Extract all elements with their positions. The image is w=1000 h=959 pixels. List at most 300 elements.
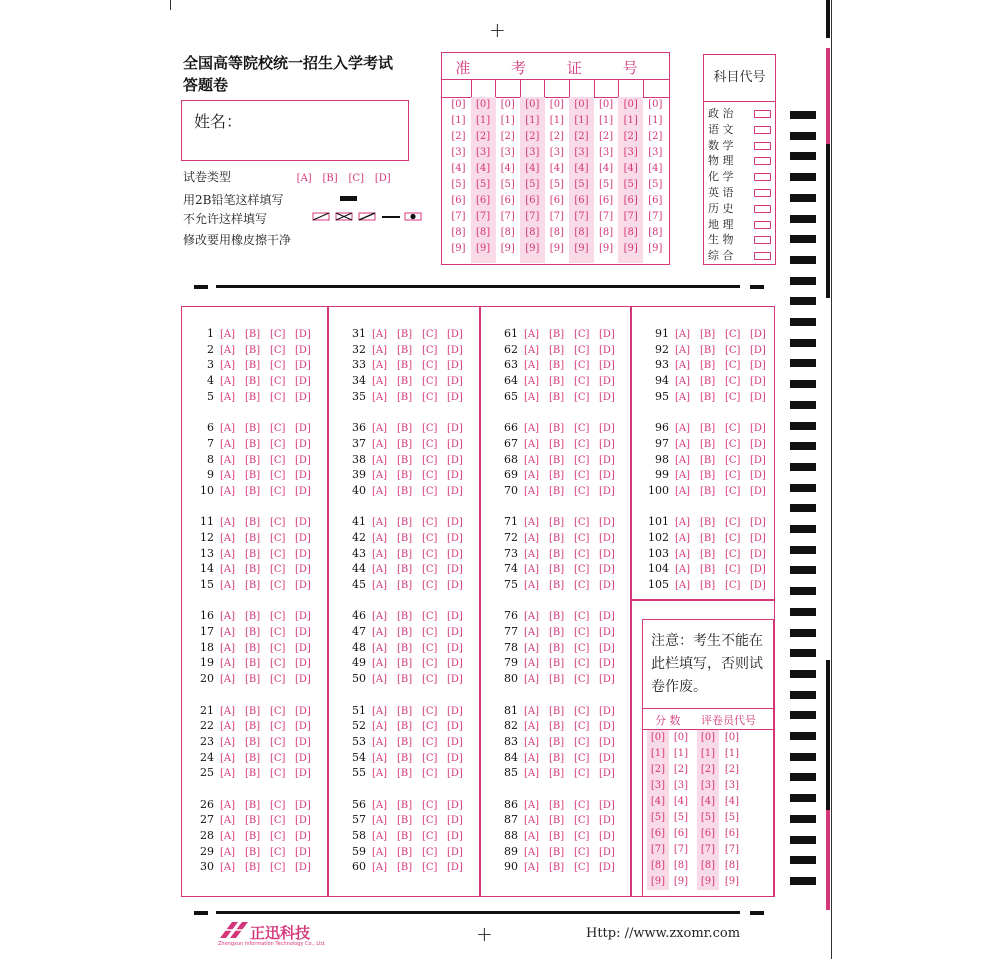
answer-bubble-a[interactable]: [A] (675, 438, 691, 450)
answer-bubble-d[interactable]: [D] (295, 423, 311, 435)
exam-id-bubble[interactable]: [6] (476, 195, 491, 206)
answer-bubble-c[interactable]: [C] (725, 548, 741, 560)
answer-bubble-b[interactable]: [B] (549, 831, 565, 842)
answer-bubble-a[interactable]: [A] (524, 721, 540, 733)
answer-bubble-d[interactable]: [D] (599, 580, 615, 591)
answer-bubble-b[interactable]: [B] (397, 438, 413, 450)
answer-bubble-c[interactable]: [C] (574, 454, 590, 466)
score-bubble[interactable]: [7] (700, 844, 716, 855)
answer-bubble-b[interactable]: [B] (549, 391, 565, 403)
answer-bubble-d[interactable]: [D] (295, 627, 311, 639)
answer-bubble-a[interactable]: [A] (372, 799, 388, 811)
subject-bubble[interactable] (754, 236, 771, 244)
answer-bubble-a[interactable]: [A] (220, 329, 236, 340)
answer-bubble-a[interactable]: [A] (372, 438, 388, 450)
answer-bubble-d[interactable]: [D] (295, 360, 311, 372)
answer-bubble-d[interactable]: [D] (599, 517, 615, 529)
answer-bubble-c[interactable]: [C] (574, 485, 590, 497)
exam-id-bubble[interactable]: [5] (525, 179, 540, 190)
subject-bubble[interactable] (754, 189, 771, 197)
exam-id-bubble[interactable]: [4] (648, 163, 663, 174)
score-bubble[interactable]: [5] (650, 812, 666, 823)
answer-bubble-d[interactable]: [D] (750, 564, 766, 576)
answer-bubble-b[interactable]: [B] (245, 485, 261, 497)
score-bubble[interactable]: [8] (673, 860, 689, 871)
answer-bubble-c[interactable]: [C] (574, 815, 590, 827)
answer-bubble-a[interactable]: [A] (524, 831, 540, 842)
paper-type-option-c[interactable]: [C] (348, 173, 364, 184)
answer-bubble-a[interactable]: [A] (220, 485, 236, 497)
score-bubble[interactable]: [3] (700, 780, 716, 791)
answer-bubble-c[interactable]: [C] (270, 846, 286, 858)
answer-bubble-c[interactable]: [C] (270, 611, 286, 623)
answer-bubble-b[interactable]: [B] (397, 470, 413, 482)
answer-bubble-a[interactable]: [A] (220, 736, 236, 748)
answer-bubble-c[interactable]: [C] (574, 846, 590, 858)
score-bubble[interactable]: [4] (673, 796, 689, 807)
answer-bubble-b[interactable]: [B] (397, 752, 413, 764)
answer-bubble-b[interactable]: [B] (700, 344, 716, 356)
answer-bubble-a[interactable]: [A] (524, 580, 540, 591)
answer-bubble-a[interactable]: [A] (372, 329, 388, 340)
answer-bubble-b[interactable]: [B] (700, 423, 716, 435)
score-bubble[interactable]: [0] (700, 732, 716, 743)
answer-bubble-c[interactable]: [C] (422, 360, 438, 372)
answer-bubble-b[interactable]: [B] (245, 674, 261, 686)
answer-bubble-c[interactable]: [C] (574, 721, 590, 733)
answer-bubble-d[interactable]: [D] (295, 454, 311, 466)
answer-bubble-c[interactable]: [C] (422, 815, 438, 827)
answer-bubble-c[interactable]: [C] (422, 799, 438, 811)
answer-bubble-d[interactable]: [D] (295, 344, 311, 356)
answer-bubble-b[interactable]: [B] (549, 517, 565, 529)
answer-bubble-b[interactable]: [B] (700, 564, 716, 576)
exam-id-bubble[interactable]: [4] (574, 163, 589, 174)
exam-id-bubble[interactable]: [3] (500, 147, 515, 158)
answer-bubble-b[interactable]: [B] (700, 438, 716, 450)
answer-bubble-a[interactable]: [A] (524, 799, 540, 811)
answer-bubble-c[interactable]: [C] (725, 517, 741, 529)
exam-id-bubble[interactable]: [4] (525, 163, 540, 174)
answer-bubble-d[interactable]: [D] (599, 815, 615, 827)
answer-bubble-b[interactable]: [B] (245, 611, 261, 623)
answer-bubble-b[interactable]: [B] (549, 329, 565, 340)
answer-bubble-b[interactable]: [B] (549, 658, 565, 670)
score-bubble[interactable]: [1] (650, 748, 666, 759)
score-bubble[interactable]: [2] (700, 764, 716, 775)
score-bubble[interactable]: [4] (724, 796, 740, 807)
answer-bubble-a[interactable]: [A] (524, 752, 540, 764)
answer-bubble-b[interactable]: [B] (397, 423, 413, 435)
exam-id-bubble[interactable]: [6] (648, 195, 663, 206)
score-bubble[interactable]: [1] (700, 748, 716, 759)
exam-id-bubble[interactable]: [1] (451, 115, 466, 126)
answer-bubble-d[interactable]: [D] (295, 862, 311, 874)
answer-bubble-a[interactable]: [A] (524, 815, 540, 827)
answer-bubble-c[interactable]: [C] (422, 470, 438, 482)
score-bubble[interactable]: [2] (724, 764, 740, 775)
answer-bubble-d[interactable]: [D] (599, 423, 615, 435)
exam-id-bubble[interactable]: [8] (574, 227, 589, 238)
answer-bubble-d[interactable]: [D] (599, 831, 615, 842)
exam-id-bubble[interactable]: [1] (476, 115, 491, 126)
answer-bubble-c[interactable]: [C] (270, 564, 286, 576)
answer-bubble-d[interactable]: [D] (295, 736, 311, 748)
answer-bubble-d[interactable]: [D] (599, 485, 615, 497)
exam-id-bubble[interactable]: [6] (549, 195, 564, 206)
answer-bubble-b[interactable]: [B] (245, 815, 261, 827)
score-bubble[interactable]: [0] (673, 732, 689, 743)
subject-row[interactable] (708, 153, 734, 168)
exam-id-bubble[interactable]: [4] (549, 163, 564, 174)
answer-bubble-d[interactable]: [D] (295, 564, 311, 576)
answer-bubble-d[interactable]: [D] (447, 799, 463, 811)
answer-bubble-a[interactable]: [A] (372, 736, 388, 748)
exam-id-write-row[interactable] (442, 80, 669, 98)
answer-bubble-c[interactable]: [C] (574, 580, 590, 591)
answer-bubble-c[interactable]: [C] (725, 423, 741, 435)
answer-bubble-a[interactable]: [A] (220, 438, 236, 450)
answer-bubble-a[interactable]: [A] (220, 470, 236, 482)
answer-bubble-c[interactable]: [C] (725, 532, 741, 544)
answer-bubble-a[interactable]: [A] (220, 815, 236, 827)
answer-bubble-d[interactable]: [D] (599, 736, 615, 748)
answer-bubble-c[interactable]: [C] (422, 532, 438, 544)
answer-bubble-a[interactable]: [A] (220, 831, 236, 842)
exam-id-bubble[interactable]: [0] (549, 99, 564, 110)
answer-bubble-b[interactable]: [B] (245, 360, 261, 372)
answer-bubble-a[interactable]: [A] (220, 674, 236, 686)
answer-bubble-b[interactable]: [B] (700, 391, 716, 403)
answer-bubble-d[interactable]: [D] (295, 548, 311, 560)
answer-bubble-d[interactable]: [D] (295, 470, 311, 482)
exam-id-bubble[interactable]: [8] (599, 227, 614, 238)
answer-bubble-d[interactable]: [D] (447, 768, 463, 780)
answer-bubble-a[interactable]: [A] (372, 454, 388, 466)
answer-bubble-b[interactable]: [B] (397, 705, 413, 717)
answer-bubble-b[interactable]: [B] (245, 642, 261, 654)
exam-id-bubble[interactable]: [2] (648, 131, 663, 142)
answer-bubble-d[interactable]: [D] (599, 360, 615, 372)
answer-bubble-d[interactable]: [D] (295, 611, 311, 623)
answer-bubble-b[interactable]: [B] (245, 376, 261, 388)
answer-bubble-b[interactable]: [B] (245, 564, 261, 576)
exam-id-bubble[interactable]: [4] (623, 163, 638, 174)
answer-bubble-d[interactable]: [D] (295, 438, 311, 450)
answer-bubble-b[interactable]: [B] (397, 642, 413, 654)
answer-bubble-b[interactable]: [B] (245, 548, 261, 560)
answer-bubble-c[interactable]: [C] (270, 344, 286, 356)
exam-id-bubble[interactable]: [2] (525, 131, 540, 142)
answer-bubble-c[interactable]: [C] (725, 438, 741, 450)
answer-bubble-c[interactable]: [C] (574, 705, 590, 717)
answer-bubble-a[interactable]: [A] (524, 846, 540, 858)
answer-bubble-d[interactable]: [D] (599, 705, 615, 717)
answer-bubble-d[interactable]: [D] (447, 438, 463, 450)
exam-id-bubble[interactable]: [6] (500, 195, 515, 206)
answer-bubble-c[interactable]: [C] (574, 752, 590, 764)
score-bubble[interactable]: [6] (673, 828, 689, 839)
answer-bubble-a[interactable]: [A] (524, 423, 540, 435)
answer-bubble-d[interactable]: [D] (750, 391, 766, 403)
answer-bubble-d[interactable]: [D] (447, 470, 463, 482)
score-bubble[interactable]: [2] (650, 764, 666, 775)
exam-id-bubble[interactable]: [7] (549, 211, 564, 222)
subject-row[interactable] (708, 169, 734, 184)
answer-bubble-a[interactable]: [A] (372, 752, 388, 764)
answer-bubble-b[interactable]: [B] (397, 611, 413, 623)
answer-bubble-a[interactable]: [A] (524, 611, 540, 623)
answer-bubble-b[interactable]: [B] (397, 376, 413, 388)
answer-bubble-b[interactable]: [B] (549, 815, 565, 827)
answer-bubble-d[interactable]: [D] (447, 658, 463, 670)
score-bubble[interactable]: [8] (724, 860, 740, 871)
answer-bubble-d[interactable]: [D] (447, 642, 463, 654)
answer-bubble-d[interactable]: [D] (447, 721, 463, 733)
answer-bubble-a[interactable]: [A] (220, 627, 236, 639)
exam-id-bubble[interactable]: [8] (648, 227, 663, 238)
answer-bubble-c[interactable]: [C] (422, 344, 438, 356)
score-bubble[interactable]: [5] (673, 812, 689, 823)
answer-bubble-b[interactable]: [B] (700, 454, 716, 466)
exam-id-bubble[interactable]: [6] (599, 195, 614, 206)
answer-bubble-c[interactable]: [C] (574, 627, 590, 639)
answer-bubble-d[interactable]: [D] (295, 376, 311, 388)
exam-id-bubble[interactable]: [3] (623, 147, 638, 158)
answer-bubble-c[interactable]: [C] (574, 376, 590, 388)
subject-bubble[interactable] (754, 205, 771, 213)
answer-bubble-a[interactable]: [A] (220, 752, 236, 764)
score-bubble[interactable]: [9] (673, 876, 689, 887)
subject-row[interactable] (708, 217, 734, 232)
answer-bubble-d[interactable]: [D] (599, 564, 615, 576)
answer-bubble-a[interactable]: [A] (675, 344, 691, 356)
answer-bubble-b[interactable]: [B] (245, 799, 261, 811)
answer-bubble-b[interactable]: [B] (245, 344, 261, 356)
answer-bubble-b[interactable]: [B] (549, 344, 565, 356)
answer-bubble-d[interactable]: [D] (447, 532, 463, 544)
answer-bubble-a[interactable]: [A] (372, 580, 388, 591)
exam-id-bubble[interactable]: [5] (574, 179, 589, 190)
answer-bubble-d[interactable]: [D] (750, 580, 766, 591)
answer-bubble-b[interactable]: [B] (397, 831, 413, 842)
answer-bubble-c[interactable]: [C] (574, 831, 590, 842)
exam-id-bubble[interactable]: [1] (574, 115, 589, 126)
answer-bubble-a[interactable]: [A] (372, 485, 388, 497)
answer-bubble-d[interactable]: [D] (295, 517, 311, 529)
answer-bubble-c[interactable]: [C] (270, 627, 286, 639)
answer-bubble-a[interactable]: [A] (372, 611, 388, 623)
score-bubble[interactable]: [5] (700, 812, 716, 823)
answer-bubble-a[interactable]: [A] (524, 705, 540, 717)
answer-bubble-c[interactable]: [C] (270, 721, 286, 733)
answer-bubble-a[interactable]: [A] (675, 454, 691, 466)
answer-bubble-d[interactable]: [D] (750, 532, 766, 544)
answer-bubble-c[interactable]: [C] (422, 564, 438, 576)
answer-bubble-c[interactable]: [C] (270, 752, 286, 764)
answer-bubble-c[interactable]: [C] (574, 642, 590, 654)
answer-bubble-b[interactable]: [B] (549, 485, 565, 497)
exam-id-bubble[interactable]: [1] (525, 115, 540, 126)
answer-bubble-c[interactable]: [C] (574, 329, 590, 340)
answer-bubble-d[interactable]: [D] (447, 736, 463, 748)
answer-bubble-b[interactable]: [B] (397, 627, 413, 639)
answer-bubble-b[interactable]: [B] (549, 752, 565, 764)
exam-id-bubble[interactable]: [2] (451, 131, 466, 142)
answer-bubble-c[interactable]: [C] (574, 611, 590, 623)
exam-id-bubble[interactable]: [0] (599, 99, 614, 110)
answer-bubble-b[interactable]: [B] (245, 580, 261, 591)
score-bubble[interactable]: [9] (724, 876, 740, 887)
answer-bubble-b[interactable]: [B] (397, 391, 413, 403)
answer-bubble-b[interactable]: [B] (549, 768, 565, 780)
answer-bubble-c[interactable]: [C] (574, 470, 590, 482)
answer-bubble-b[interactable]: [B] (397, 674, 413, 686)
answer-bubble-c[interactable]: [C] (422, 846, 438, 858)
subject-row[interactable] (708, 106, 734, 121)
answer-bubble-b[interactable]: [B] (397, 580, 413, 591)
exam-id-bubble[interactable]: [5] (476, 179, 491, 190)
answer-bubble-b[interactable]: [B] (245, 454, 261, 466)
answer-bubble-a[interactable]: [A] (372, 768, 388, 780)
answer-bubble-b[interactable]: [B] (397, 862, 413, 874)
answer-bubble-a[interactable]: [A] (675, 470, 691, 482)
answer-bubble-c[interactable]: [C] (574, 344, 590, 356)
answer-bubble-c[interactable]: [C] (422, 454, 438, 466)
score-bubble[interactable]: [6] (700, 828, 716, 839)
answer-bubble-d[interactable]: [D] (295, 799, 311, 811)
answer-bubble-c[interactable]: [C] (725, 470, 741, 482)
answer-bubble-c[interactable]: [C] (725, 360, 741, 372)
answer-bubble-d[interactable]: [D] (599, 376, 615, 388)
exam-id-bubble[interactable]: [4] (476, 163, 491, 174)
exam-id-bubble[interactable]: [7] (599, 211, 614, 222)
answer-bubble-d[interactable]: [D] (750, 329, 766, 340)
exam-id-bubble[interactable]: [3] (574, 147, 589, 158)
exam-id-bubble[interactable]: [9] (451, 243, 466, 254)
answer-bubble-a[interactable]: [A] (220, 642, 236, 654)
answer-bubble-d[interactable]: [D] (599, 329, 615, 340)
answer-bubble-d[interactable]: [D] (447, 454, 463, 466)
answer-bubble-a[interactable]: [A] (675, 329, 691, 340)
exam-id-bubble[interactable]: [3] (549, 147, 564, 158)
answer-bubble-c[interactable]: [C] (422, 376, 438, 388)
answer-bubble-b[interactable]: [B] (549, 360, 565, 372)
answer-bubble-a[interactable]: [A] (372, 360, 388, 372)
answer-bubble-c[interactable]: [C] (422, 642, 438, 654)
answer-bubble-c[interactable]: [C] (270, 470, 286, 482)
subject-bubble[interactable] (754, 126, 771, 134)
answer-bubble-a[interactable]: [A] (220, 658, 236, 670)
answer-bubble-d[interactable]: [D] (599, 454, 615, 466)
score-bubble[interactable]: [5] (724, 812, 740, 823)
answer-bubble-b[interactable]: [B] (549, 674, 565, 686)
answer-bubble-b[interactable]: [B] (397, 360, 413, 372)
answer-bubble-d[interactable]: [D] (447, 580, 463, 591)
answer-bubble-a[interactable]: [A] (675, 376, 691, 388)
answer-bubble-d[interactable]: [D] (599, 642, 615, 654)
answer-bubble-d[interactable]: [D] (750, 454, 766, 466)
exam-id-bubble[interactable]: [0] (500, 99, 515, 110)
exam-id-bubble[interactable]: [2] (500, 131, 515, 142)
answer-bubble-b[interactable]: [B] (397, 532, 413, 544)
answer-bubble-a[interactable]: [A] (524, 674, 540, 686)
answer-bubble-a[interactable]: [A] (524, 627, 540, 639)
answer-bubble-a[interactable]: [A] (675, 548, 691, 560)
answer-bubble-a[interactable]: [A] (372, 470, 388, 482)
exam-id-bubble[interactable]: [7] (648, 211, 663, 222)
answer-bubble-d[interactable]: [D] (750, 360, 766, 372)
answer-bubble-c[interactable]: [C] (270, 815, 286, 827)
answer-bubble-c[interactable]: [C] (270, 548, 286, 560)
answer-bubble-b[interactable]: [B] (397, 815, 413, 827)
exam-id-bubble[interactable]: [3] (525, 147, 540, 158)
answer-bubble-a[interactable]: [A] (220, 799, 236, 811)
score-bubble[interactable]: [8] (700, 860, 716, 871)
answer-bubble-d[interactable]: [D] (599, 548, 615, 560)
answer-bubble-c[interactable]: [C] (270, 532, 286, 544)
exam-id-bubble[interactable]: [0] (451, 99, 466, 110)
answer-bubble-a[interactable]: [A] (372, 548, 388, 560)
subject-bubble[interactable] (754, 157, 771, 165)
answer-bubble-b[interactable]: [B] (245, 391, 261, 403)
answer-bubble-a[interactable]: [A] (372, 532, 388, 544)
answer-bubble-b[interactable]: [B] (245, 831, 261, 842)
answer-bubble-c[interactable]: [C] (422, 329, 438, 340)
answer-bubble-d[interactable]: [D] (447, 376, 463, 388)
answer-bubble-c[interactable]: [C] (270, 438, 286, 450)
answer-bubble-a[interactable]: [A] (372, 846, 388, 858)
exam-id-bubble[interactable]: [0] (525, 99, 540, 110)
answer-bubble-c[interactable]: [C] (270, 454, 286, 466)
exam-id-bubble[interactable]: [4] (451, 163, 466, 174)
answer-bubble-c[interactable]: [C] (725, 580, 741, 591)
answer-bubble-b[interactable]: [B] (700, 485, 716, 497)
answer-bubble-a[interactable]: [A] (524, 658, 540, 670)
exam-id-bubble[interactable]: [5] (451, 179, 466, 190)
exam-id-bubble[interactable]: [8] (525, 227, 540, 238)
paper-type-option-d[interactable]: [D] (374, 173, 391, 184)
answer-bubble-c[interactable]: [C] (270, 360, 286, 372)
answer-bubble-a[interactable]: [A] (372, 391, 388, 403)
answer-bubble-a[interactable]: [A] (524, 642, 540, 654)
score-bubble[interactable]: [3] (650, 780, 666, 791)
answer-bubble-c[interactable]: [C] (574, 391, 590, 403)
exam-id-bubble[interactable]: [7] (500, 211, 515, 222)
answer-bubble-b[interactable]: [B] (549, 470, 565, 482)
answer-bubble-c[interactable]: [C] (422, 736, 438, 748)
answer-bubble-b[interactable]: [B] (549, 846, 565, 858)
answer-bubble-a[interactable]: [A] (372, 815, 388, 827)
answer-bubble-d[interactable]: [D] (447, 846, 463, 858)
answer-bubble-b[interactable]: [B] (397, 658, 413, 670)
exam-id-bubble[interactable]: [3] (476, 147, 491, 158)
answer-bubble-c[interactable]: [C] (422, 611, 438, 623)
answer-bubble-d[interactable]: [D] (750, 470, 766, 482)
answer-bubble-c[interactable]: [C] (270, 329, 286, 340)
answer-bubble-c[interactable]: [C] (270, 831, 286, 842)
answer-bubble-c[interactable]: [C] (574, 768, 590, 780)
answer-bubble-b[interactable]: [B] (245, 658, 261, 670)
answer-bubble-a[interactable]: [A] (524, 391, 540, 403)
answer-bubble-d[interactable]: [D] (447, 329, 463, 340)
exam-id-bubble[interactable]: [6] (623, 195, 638, 206)
answer-bubble-d[interactable]: [D] (750, 517, 766, 529)
subject-bubble[interactable] (754, 252, 771, 260)
subject-row[interactable] (708, 232, 734, 247)
subject-row[interactable] (708, 248, 734, 263)
answer-bubble-a[interactable]: [A] (372, 627, 388, 639)
